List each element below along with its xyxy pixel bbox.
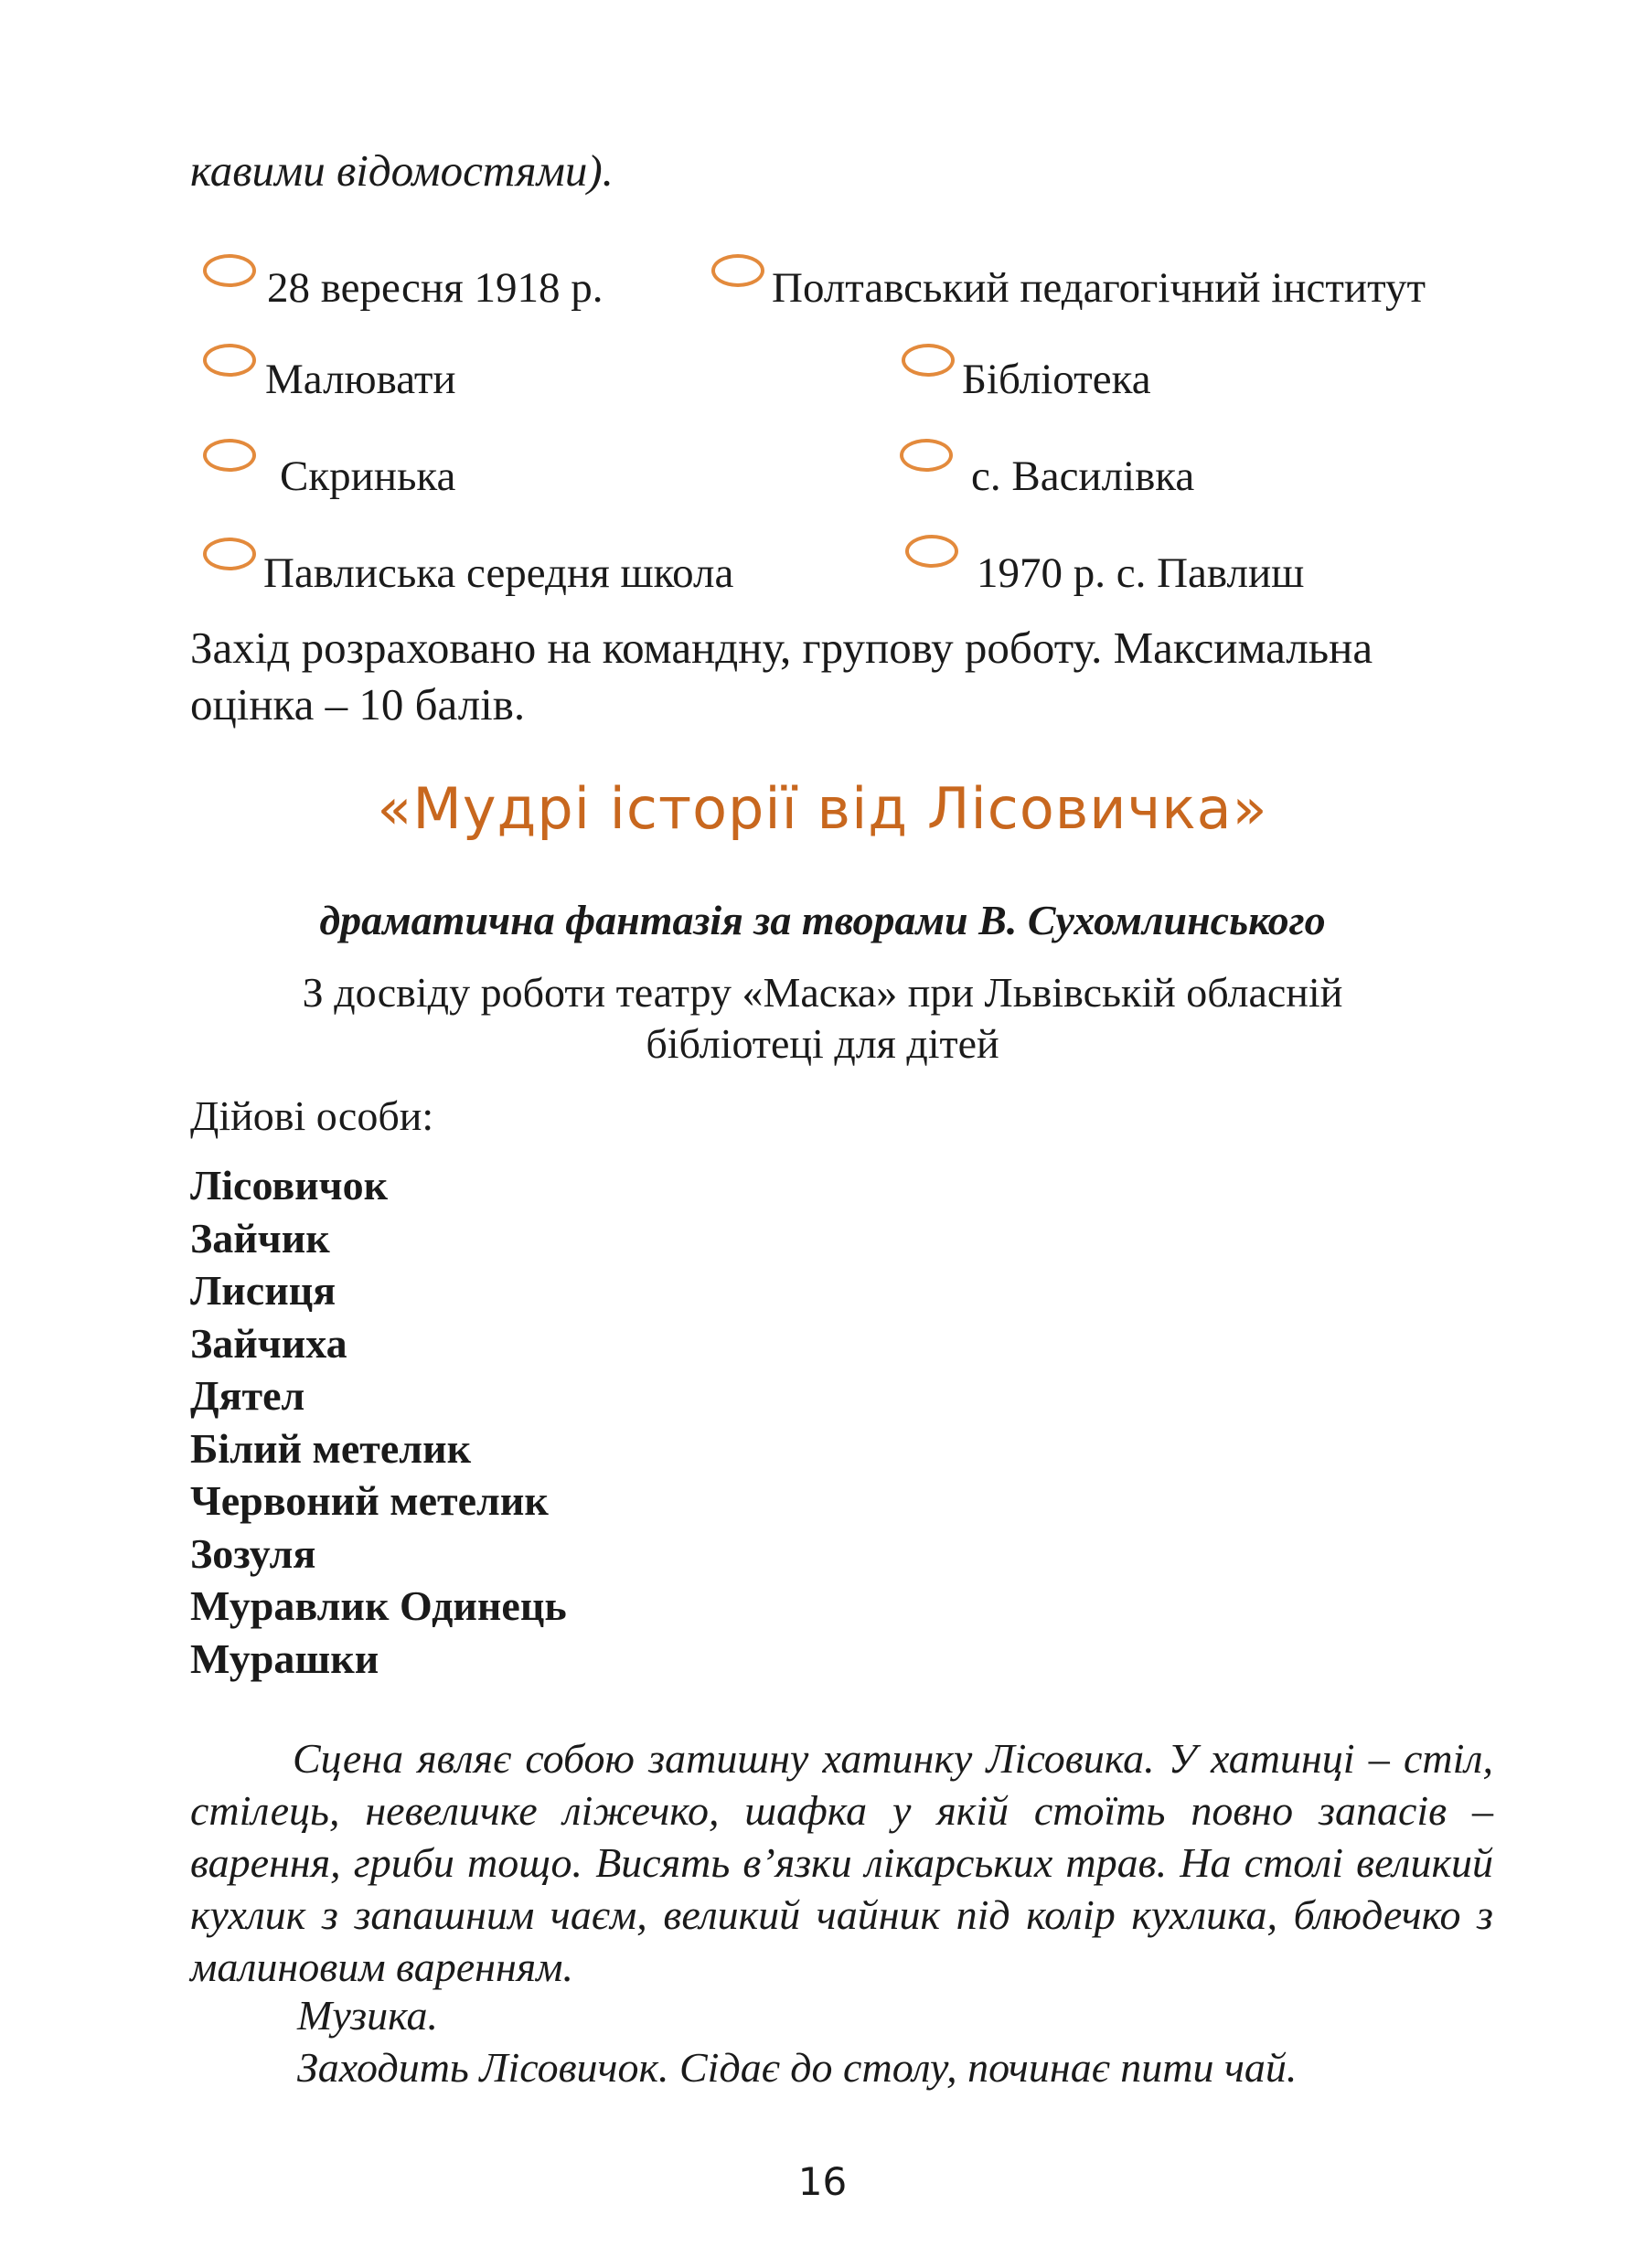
- source-line-2: бібліотеці для дітей: [646, 1020, 999, 1067]
- cast-member: Муравлик Одинець: [190, 1582, 567, 1629]
- circle-checkbox-icon[interactable]: [203, 439, 256, 472]
- page-number: 16: [797, 2159, 848, 2204]
- source-credit: [0, 967, 1645, 1070]
- cast-list: [190, 1159, 567, 1685]
- circle-checkbox-icon[interactable]: [203, 254, 256, 287]
- scoring-note: Захід розраховано на командну, групову роботу. Максимальна оцінка – 10 балів.: [190, 623, 1373, 729]
- cast-member: Мурашки: [190, 1634, 379, 1682]
- circle-checkbox-icon[interactable]: [905, 535, 958, 568]
- option-label: Бібліотека: [962, 356, 1151, 403]
- intro-continuation: кавими відомостями).: [190, 145, 614, 196]
- cast-label: Дійові особи:: [190, 1092, 434, 1139]
- cast-member: Білий метелик: [190, 1424, 472, 1472]
- cast-member: Лисиця: [190, 1267, 336, 1314]
- cast-member: Зозуля: [190, 1529, 316, 1577]
- section-subtitle: драматична фантазія за творами В. Сухомлинського: [319, 897, 1326, 943]
- option-label: Павлиська середня школа: [263, 549, 734, 597]
- circle-checkbox-icon[interactable]: [203, 538, 256, 570]
- option-label: Полтавський педагогічний інститут: [772, 264, 1426, 312]
- action-cue: Заходить Лісовичок. Сідає до столу, починає пити чай.: [297, 2044, 1298, 2091]
- option-label: Скринька: [280, 453, 456, 500]
- source-line-1: З досвіду роботи театру «Маска» при Львівській обласній: [302, 969, 1343, 1016]
- cast-member: Зайчик: [190, 1214, 330, 1262]
- cast-member: Червоний метелик: [190, 1477, 549, 1524]
- stage-direction: Сцена являє собою затишну хатинку Лісовика. У хатинці – стіл, стілець, невеличке ліжечко, шафка у якій стоїть повно запасів – варення, гриби тощо. Висять в’язки лікарських трав. На столі великий кухлик з запашним чаєм, великий чайник під колір кухлика, блюдечко з малиновим варенням.: [190, 1735, 1493, 1990]
- circle-checkbox-icon[interactable]: [203, 344, 256, 377]
- option-label: Малювати: [265, 356, 456, 403]
- cast-member: Дятел: [190, 1372, 305, 1419]
- circle-checkbox-icon[interactable]: [711, 254, 764, 287]
- option-label: с. Василівка: [971, 453, 1195, 500]
- music-cue: Музика.: [297, 1992, 438, 2039]
- circle-checkbox-icon[interactable]: [900, 439, 953, 472]
- section-title: «Мудрі історії від Лісовичка»: [377, 775, 1268, 842]
- circle-checkbox-icon[interactable]: [902, 344, 955, 377]
- cast-member: Лісовичок: [190, 1162, 389, 1209]
- option-label: 1970 р. с. Павлиш: [977, 549, 1305, 597]
- option-label: 28 вересня 1918 р.: [267, 264, 604, 312]
- cast-member: Зайчиха: [190, 1319, 347, 1367]
